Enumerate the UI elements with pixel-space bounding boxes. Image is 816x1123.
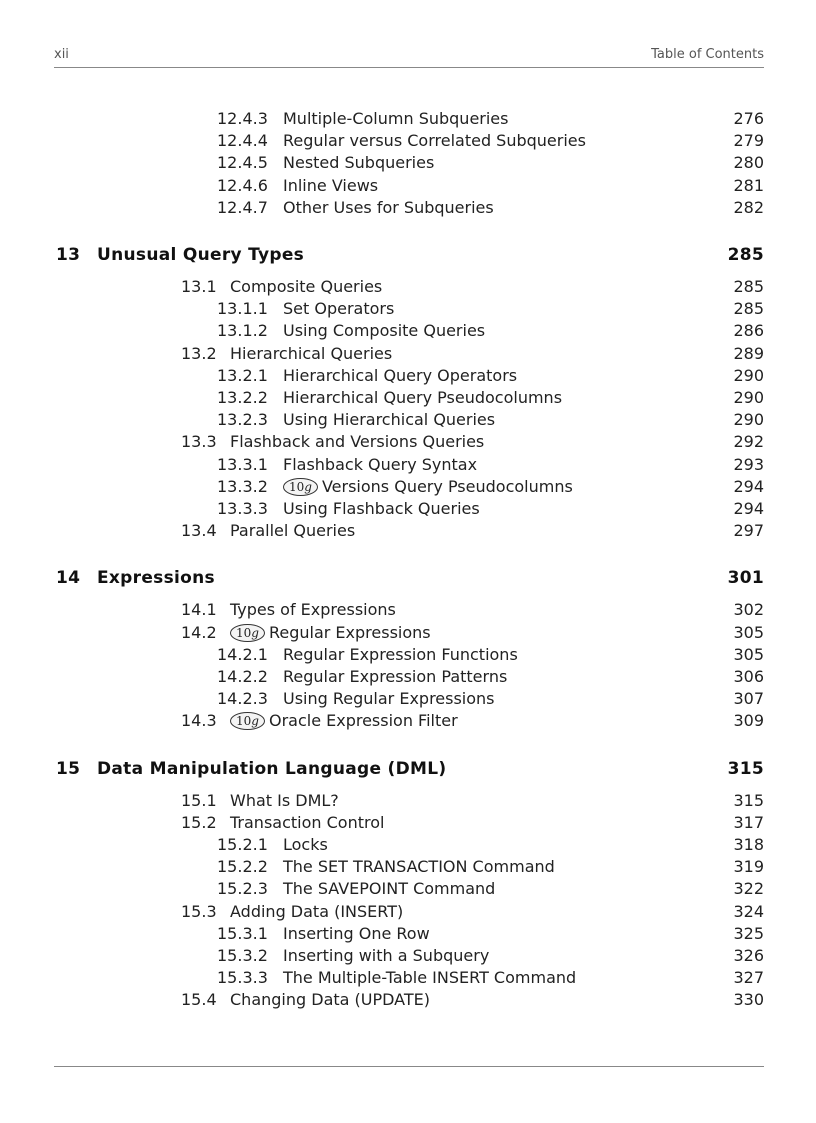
- entry-title: Nested Subqueries: [283, 153, 435, 173]
- entry-number: 15.3.2: [217, 946, 268, 965]
- subsection-entry[interactable]: [0, 298, 816, 320]
- entry-title: Hierarchical Query Operators: [283, 365, 518, 385]
- running-title: Table of Contents: [651, 47, 764, 62]
- entry-number: 14.1: [181, 600, 217, 620]
- subsection-entry[interactable]: [0, 365, 816, 387]
- entry-page-number: 302: [733, 600, 764, 620]
- entry-title: Using Flashback Queries: [283, 499, 480, 518]
- entry-number: 14.2: [181, 622, 217, 642]
- entry-title: 10g Regular Expressions: [230, 622, 431, 644]
- entry-title: Hierarchical Queries: [230, 343, 393, 363]
- running-header: [54, 47, 764, 68]
- entry-page-number: 324: [733, 901, 764, 921]
- entry-page-number: 317: [733, 812, 764, 832]
- entry-page-number: 285: [733, 299, 764, 319]
- entry-number: 15.2.3: [217, 879, 268, 899]
- entry-number: 13.2.1: [217, 365, 268, 385]
- entry-number: 15.3.3: [217, 968, 268, 988]
- subsection-entry[interactable]: [0, 454, 816, 476]
- entry-title: Inline Views: [283, 175, 379, 195]
- entry-title: Hierarchical Query Pseudocolumns: [283, 388, 563, 407]
- entry-page-number: 325: [733, 923, 764, 943]
- entry-title: Set Operators: [283, 299, 395, 319]
- entry-page-number: 315: [733, 790, 764, 810]
- entry-number: 13.1.2: [217, 321, 268, 341]
- entry-title: Parallel Queries: [230, 521, 356, 541]
- entry-page-number: 305: [733, 622, 764, 642]
- section-entry[interactable]: [0, 343, 816, 365]
- section-entry[interactable]: [0, 622, 816, 644]
- section-entry[interactable]: [0, 812, 816, 834]
- entry-number: 14.2.2: [217, 667, 268, 686]
- subsection-entry[interactable]: [0, 923, 816, 945]
- entry-number: 15.2.2: [217, 857, 268, 877]
- subsection-entry[interactable]: [0, 834, 816, 856]
- entry-title: The Multiple-Table INSERT Command: [283, 968, 577, 988]
- section-entry[interactable]: [0, 901, 816, 923]
- entry-page-number: 279: [733, 131, 764, 151]
- entry-page-number: 322: [733, 879, 764, 899]
- section-entry[interactable]: [0, 431, 816, 453]
- subsection-entry[interactable]: [0, 320, 816, 342]
- entry-number: 13.1: [181, 277, 217, 296]
- entry-page-number: 281: [733, 175, 764, 195]
- page-number-roman: xii: [54, 47, 69, 62]
- subsection-entry[interactable]: [0, 197, 816, 219]
- entry-number: 12.4.4: [217, 131, 268, 151]
- entry-title: Changing Data (UPDATE): [230, 990, 430, 1010]
- entry-title: Data Manipulation Language (DML): [97, 758, 447, 779]
- entry-page-number: 301: [727, 568, 764, 589]
- entry-title: Multiple-Column Subqueries: [283, 109, 509, 128]
- section-entry[interactable]: [0, 520, 816, 542]
- entry-number: 12.4.5: [217, 153, 268, 173]
- entry-page-number: 290: [733, 365, 764, 385]
- entry-page-number: 276: [733, 109, 764, 128]
- entry-page-number: 318: [733, 835, 764, 854]
- entry-title: Using Hierarchical Queries: [283, 410, 496, 430]
- version-10g-badge-icon: 10g: [230, 712, 265, 730]
- subsection-entry[interactable]: [0, 878, 816, 900]
- subsection-entry[interactable]: [0, 945, 816, 967]
- entry-page-number: 326: [733, 946, 764, 965]
- entry-number: 12.4.3: [217, 109, 268, 128]
- entry-number: 12.4.6: [217, 175, 268, 195]
- section-entry[interactable]: [0, 790, 816, 812]
- entry-title: Transaction Control: [230, 812, 385, 832]
- entry-number: 13.4: [181, 521, 217, 541]
- entry-number: 15.2.1: [217, 835, 268, 854]
- entry-page-number: 293: [733, 454, 764, 474]
- entry-title: Using Composite Queries: [283, 321, 486, 341]
- entry-number: 15: [56, 758, 81, 779]
- entry-page-number: 289: [733, 343, 764, 363]
- entry-number: 13: [56, 245, 81, 265]
- entry-title: Other Uses for Subqueries: [283, 197, 494, 217]
- entry-title: Regular versus Correlated Subqueries: [283, 131, 586, 151]
- entry-page-number: 285: [727, 245, 764, 265]
- subsection-entry[interactable]: [0, 666, 816, 688]
- entry-page-number: 305: [733, 644, 764, 664]
- subsection-entry[interactable]: [0, 967, 816, 989]
- version-10g-badge-icon: 10g: [230, 624, 265, 642]
- entry-number: 15.2: [181, 812, 217, 832]
- subsection-entry[interactable]: [0, 644, 816, 666]
- entry-title: Locks: [283, 835, 328, 854]
- entry-page-number: 286: [733, 321, 764, 341]
- entry-page-number: 290: [733, 410, 764, 430]
- subsection-entry[interactable]: [0, 498, 816, 520]
- entry-page-number: 290: [733, 388, 764, 407]
- entry-page-number: 294: [733, 499, 764, 518]
- entry-page-number: 285: [733, 277, 764, 296]
- entry-page-number: 280: [733, 153, 764, 173]
- entry-title: Unusual Query Types: [97, 245, 305, 265]
- entry-title: Expressions: [97, 568, 215, 589]
- entry-number: 13.3: [181, 432, 217, 452]
- entry-number: 13.2: [181, 343, 217, 363]
- section-entry[interactable]: [0, 599, 816, 621]
- entry-title: 10g Oracle Expression Filter: [230, 710, 458, 732]
- entry-title: The SET TRANSACTION Command: [283, 857, 555, 877]
- subsection-entry[interactable]: [0, 387, 816, 409]
- entry-number: 13.2.3: [217, 410, 268, 430]
- entry-number: 14.2.3: [217, 689, 268, 709]
- entry-number: 14.2.1: [217, 644, 268, 664]
- entry-page-number: 319: [733, 857, 764, 877]
- subsection-entry[interactable]: [0, 856, 816, 878]
- chapter-entry[interactable]: [0, 244, 816, 266]
- entry-number: 15.1: [181, 790, 217, 810]
- entry-title: Inserting One Row: [283, 923, 430, 943]
- entry-page-number: 315: [727, 758, 764, 779]
- version-10g-badge-icon: 10g: [283, 478, 318, 496]
- entry-title: The SAVEPOINT Command: [283, 879, 496, 899]
- entry-title: Using Regular Expressions: [283, 689, 495, 709]
- chapter-entry[interactable]: [0, 758, 816, 780]
- entry-title: Flashback and Versions Queries: [230, 432, 485, 452]
- entry-number: 14.3: [181, 711, 217, 731]
- entry-page-number: 294: [733, 476, 764, 496]
- entry-number: 13.3.3: [217, 499, 268, 518]
- section-entry[interactable]: [0, 989, 816, 1011]
- entry-title: Regular Expression Patterns: [283, 667, 508, 686]
- entry-number: 13.2.2: [217, 388, 268, 407]
- entry-title: Types of Expressions: [230, 600, 396, 620]
- entry-page-number: 309: [733, 711, 764, 731]
- subsection-entry[interactable]: [0, 175, 816, 197]
- entry-number: 15.3: [181, 901, 217, 921]
- entry-page-number: 306: [733, 667, 764, 686]
- section-entry[interactable]: [0, 710, 816, 732]
- entry-page-number: 292: [733, 432, 764, 452]
- entry-title: Flashback Query Syntax: [283, 454, 478, 474]
- footer-rule: [54, 1066, 764, 1067]
- entry-page-number: 297: [733, 521, 764, 541]
- entry-number: 13.3.1: [217, 454, 268, 474]
- chapter-entry[interactable]: [0, 567, 816, 589]
- entry-page-number: 327: [733, 968, 764, 988]
- subsection-entry[interactable]: [0, 409, 816, 431]
- entry-title: 10g Versions Query Pseudocolumns: [283, 476, 573, 498]
- entry-title: Inserting with a Subquery: [283, 946, 490, 965]
- subsection-entry[interactable]: [0, 476, 816, 498]
- subsection-entry[interactable]: [0, 152, 816, 174]
- entry-number: 13.3.2: [217, 476, 268, 496]
- entry-title: Composite Queries: [230, 277, 383, 296]
- subsection-entry[interactable]: [0, 108, 816, 130]
- entry-page-number: 307: [733, 689, 764, 709]
- entry-number: 14: [56, 568, 81, 589]
- section-entry[interactable]: [0, 276, 816, 298]
- entry-title: Regular Expression Functions: [283, 644, 518, 664]
- entry-number: 13.1.1: [217, 299, 268, 319]
- entry-number: 15.3.1: [217, 923, 268, 943]
- entry-title: What Is DML?: [230, 790, 339, 810]
- subsection-entry[interactable]: [0, 130, 816, 152]
- entry-page-number: 330: [733, 990, 764, 1010]
- entry-title: Adding Data (INSERT): [230, 901, 404, 921]
- entry-number: 12.4.7: [217, 197, 268, 217]
- subsection-entry[interactable]: [0, 688, 816, 710]
- entry-number: 15.4: [181, 990, 217, 1010]
- entry-page-number: 282: [733, 197, 764, 217]
